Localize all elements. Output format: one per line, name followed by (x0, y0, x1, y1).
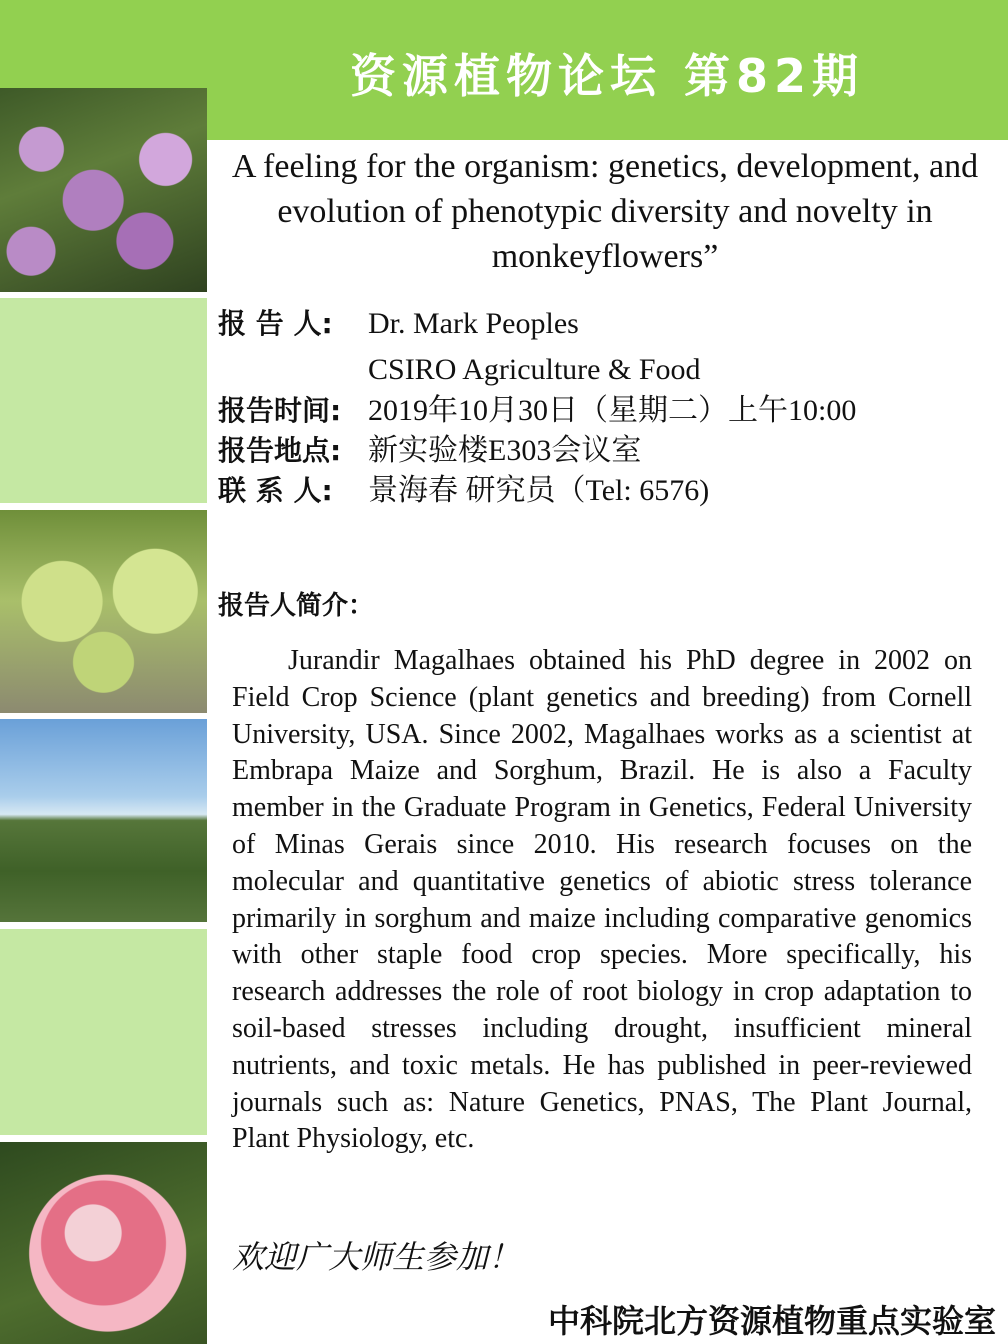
bio-text: Jurandir Magalhaes obtained his PhD degree in 2002 on Field Crop Science (plant genetics and breeding) from Cornell University, USA. Since 2002, Magalhaes works as a scientist at Embrapa Maize and Sorghum, Brazil. He is also a Faculty member in the Graduate Program in Genetics, Federal University of Minas Gerais since 2010. His research focuses on the molecular and quantitative genetics of abiotic stress tolerance primarily in sorghum and maize including comparative genomics with other staple food crop species. More specifically, his research addresses the role of root biology in crop adaptation to soil-based stresses including drought, insufficient mineral nutrients, and toxic metals. He has published in peer-reviewed journals such as: Nature Genetics, PNAS, The Plant Journal, Plant Physiology, etc. (232, 645, 972, 1155)
green-block (0, 929, 207, 1135)
time-value: 2019年10月30日（星期二）上午10:00 (368, 394, 857, 427)
speaker-label: 报 告 人: (218, 307, 333, 340)
lilac-photo (0, 88, 207, 292)
time-label: 报告时间: (218, 394, 342, 427)
forum-title: 资源植物论坛 第82期 (349, 49, 865, 103)
welcome-message: 欢迎广大师生参加！ (232, 1238, 521, 1276)
grassland-photo (0, 719, 207, 922)
bio-heading: 报告人简介： (218, 591, 375, 621)
affiliation-row (218, 350, 701, 390)
grapes-photo (0, 510, 207, 713)
contact-value: 景海春 研究员（Tel: 6576) (368, 474, 710, 507)
speaker-affiliation: CSIRO Agriculture & Food (368, 353, 701, 386)
green-block (0, 298, 207, 503)
place-row (218, 431, 641, 471)
place-label: 报告地点: (218, 434, 342, 467)
place-value: 新实验楼E303会议室 (368, 434, 642, 467)
side-image-column (0, 88, 207, 1344)
talk-title: A feeling for the organism: genetics, development, and evolution of phenotypic diversity and novelty in monkeyflowers” (231, 148, 979, 275)
organizer-name: 中科院北方资源植物重点实验室 (547, 1302, 996, 1340)
contact-row (218, 471, 709, 511)
speaker-row (218, 304, 579, 344)
contact-label: 联 系 人: (218, 474, 333, 507)
speaker-name: Dr. Mark Peoples (368, 307, 579, 340)
time-row (218, 391, 856, 431)
peony-photo (0, 1142, 207, 1344)
